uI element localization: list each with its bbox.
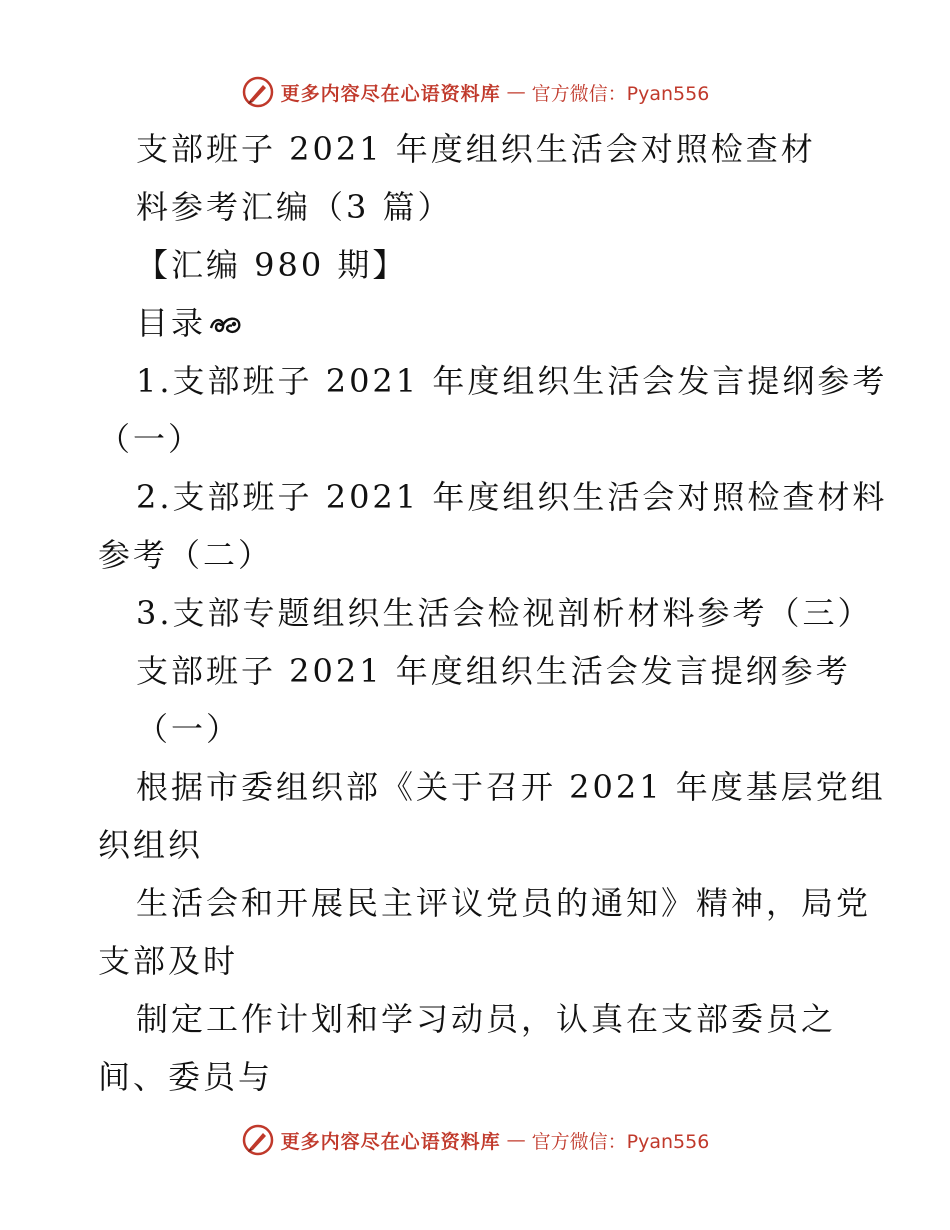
paragraph-line-4: 支部及时 (98, 942, 239, 980)
paragraph-line-5: 制定工作计划和学习动员，认真在支部委员之 (136, 1000, 837, 1038)
toc-item-1: 1.支部班子 2021 年度组织生活会发言提纲参考 (136, 362, 888, 400)
footer-banner (0, 1120, 950, 1160)
banner-main-text: 更多内容尽在心语资料库 (280, 1130, 501, 1153)
paragraph-line-6: 间、委员与 (98, 1058, 274, 1096)
header-banner (0, 72, 950, 112)
paragraph-line-1: 根据市委组织部《关于召开 2021 年度基层党组 (136, 768, 886, 806)
toc-heading-text: 目录 (136, 304, 207, 342)
document-body (98, 120, 888, 1106)
banner-wechat-text: 官方微信：Pyan556 (531, 1130, 710, 1153)
section-title-1: 支部班子 2021 年度组织生活会发言提纲参考 (136, 652, 851, 690)
banner-separator: — (506, 81, 526, 103)
doc-title-line-1: 支部班子 2021 年度组织生活会对照检查材 (136, 130, 816, 168)
toc-item-2-cont: 参考（二） (98, 536, 274, 574)
pen-logo-icon (241, 75, 275, 109)
toc-heading (98, 294, 858, 352)
issue-label: 【汇编 980 期】 (136, 246, 408, 284)
toc-item-1-cont: （一） (98, 420, 204, 458)
paragraph-line-2: 织组织 (98, 826, 204, 864)
toc-item-3: 3.支部专题组织生活会检视剖析材料参考（三） (136, 594, 873, 632)
banner-wechat-text: 官方微信：Pyan556 (531, 82, 710, 105)
toc-item-2: 2.支部班子 2021 年度组织生活会对照检查材料 (136, 478, 888, 516)
banner-main-text: 更多内容尽在心语资料库 (280, 82, 501, 105)
banner-separator: — (506, 1129, 526, 1151)
pen-logo-icon (241, 1123, 275, 1157)
section-title-1-cont: （一） (136, 710, 242, 748)
paragraph-line-3: 生活会和开展民主评议党员的通知》精神，局党 (136, 884, 872, 922)
floral-ornament-icon (208, 312, 242, 338)
doc-title-line-2: 料参考汇编（3 篇） (136, 188, 453, 226)
